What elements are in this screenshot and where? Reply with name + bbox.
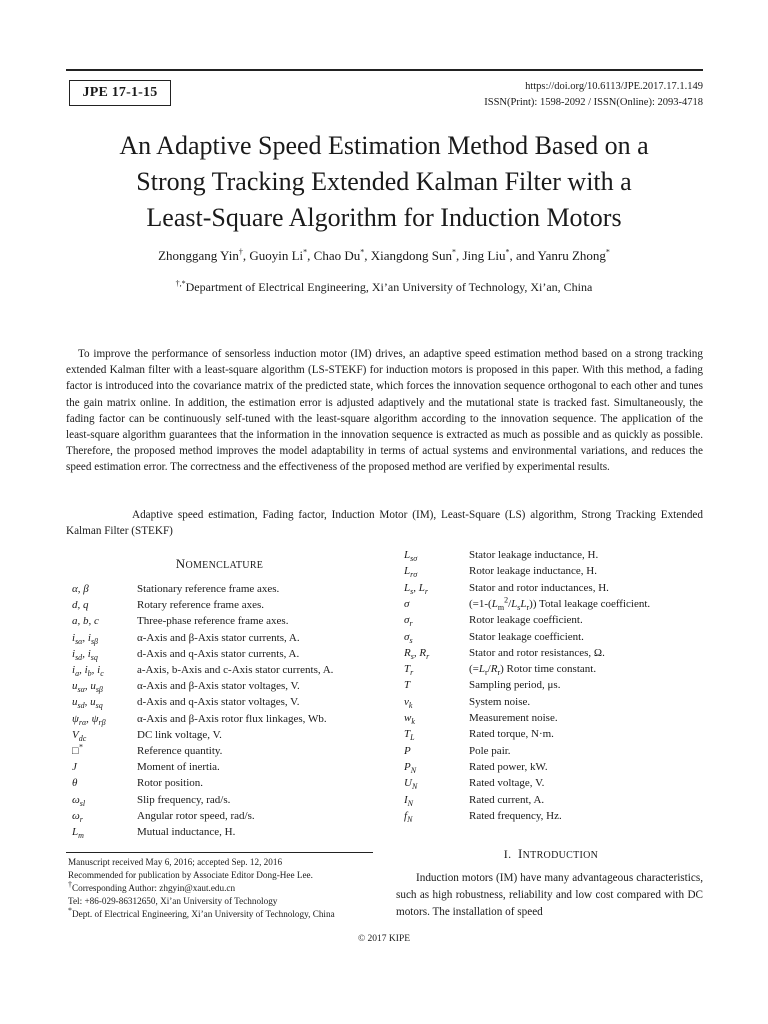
introduction-heading xyxy=(396,846,706,862)
nomenclature-description: Stator and rotor resistances, Ω. xyxy=(469,646,605,659)
nomenclature-description: d-Axis and q-Axis stator currents, A. xyxy=(137,647,300,660)
author-mark: * xyxy=(452,247,456,257)
nomenclature-description: α-Axis and β-Axis stator voltages, V. xyxy=(137,680,300,693)
nomenclature-symbol: $w_k$ xyxy=(404,712,415,727)
journal-code: JPE 17-1-15 xyxy=(82,85,158,100)
nomenclature-symbol: $\psi_{r\alpha}$, $\psi_{r\beta}$ xyxy=(72,712,106,727)
nomenclature-description: $(=L_r/R_r)$ Rotor time constant. xyxy=(469,663,597,678)
nomenclature-description: α-Axis and β-Axis rotor flux linkages, Wb. xyxy=(137,712,327,725)
nomenclature-description: Reference quantity. xyxy=(137,745,223,757)
footnotes xyxy=(68,856,378,921)
nomenclature-description: Moment of inertia. xyxy=(137,761,220,774)
nomenclature-symbol: $I_N$ xyxy=(404,793,414,808)
nomenclature-description: Three-phase reference frame axes. xyxy=(137,615,289,628)
introduction-text: Induction motors (IM) have many advantageous characteristics, such as high robustness, reliability and low cost compared with DC motors. The installation of speed xyxy=(396,872,703,918)
nomenclature-symbol: □* xyxy=(72,742,83,757)
nomenclature-symbol: $\omega_r$ xyxy=(72,809,83,824)
title-line-3: Least-Square Algorithm for Induction Motors xyxy=(146,203,622,232)
nomenclature-symbol: $i_a$, $i_b$, $i_c$ xyxy=(72,664,104,679)
nomenclature-symbol: $u_{sd}$, $u_{sq}$ xyxy=(72,696,103,711)
author-name: Yanru Zhong xyxy=(537,248,606,263)
nomenclature-description: a-Axis, b-Axis and c-Axis stator currents, A. xyxy=(137,664,334,676)
issn-text: ISSN(Print): 1598-2092 / ISSN(Online): 2093-4718 xyxy=(484,97,703,108)
nomenclature-description: Measurement noise. xyxy=(469,712,558,724)
nomenclature-description: Rotary reference frame axes. xyxy=(137,599,265,612)
nomenclature-description: α-Axis and β-Axis stator currents, A. xyxy=(137,631,300,644)
author-mark: * xyxy=(605,247,610,257)
nomenclature-symbol: $L_m$ xyxy=(72,826,84,841)
nomenclature-symbol: $i_{s\alpha}$, $i_{s\beta}$ xyxy=(72,631,99,646)
nomenclature-symbol: $L_s$, $L_r$ xyxy=(404,581,428,596)
nomenclature-description: d-Axis and q-Axis stator voltages, V. xyxy=(137,696,300,709)
nomenclature-description: Rated current, A. xyxy=(469,793,545,806)
title-line-1: An Adaptive Speed Estimation Method Based on a xyxy=(119,131,649,160)
introduction-heading-rest: NTRODUCTION xyxy=(522,850,599,861)
nomenclature-symbol: $v_k$ xyxy=(404,695,413,710)
introduction-heading-initial: I xyxy=(518,846,523,861)
author-name: Zhonggang Yin xyxy=(158,248,239,263)
nomenclature-description: System noise. xyxy=(469,695,531,708)
nomenclature-symbol: $U_N$ xyxy=(404,777,418,792)
copyright: © 2017 KIPE xyxy=(357,934,411,944)
footnote-line: Manuscript received May 6, 2016; accepted Sep. 12, 2016 xyxy=(68,857,283,867)
nomenclature-description: Rotor leakage inductance, H. xyxy=(469,565,597,578)
author-mark: * xyxy=(360,247,365,257)
journal-code-box xyxy=(69,80,171,106)
nomenclature-symbol: J xyxy=(72,761,77,774)
nomenclature-description: Rated frequency, Hz. xyxy=(469,809,562,822)
nomenclature-description: Rated voltage, V. xyxy=(469,777,545,790)
nomenclature-description: Stator leakage inductance, H. xyxy=(469,549,599,561)
top-rule xyxy=(66,69,703,71)
affiliation-text: Department of Electrical Engineering, Xi’an University of Technology, Xi’an, China xyxy=(185,280,593,294)
nomenclature-symbol: α, β xyxy=(72,583,89,595)
nomenclature-description: $(=1-(L_m^2/L_sL_r))$ Total leakage coefficient. xyxy=(469,595,651,613)
affiliation-mark: †,* xyxy=(175,279,186,288)
doi-block xyxy=(484,79,703,111)
nomenclature-symbol: σ xyxy=(404,597,410,610)
affiliation xyxy=(40,280,728,295)
nomenclature-symbol: $T_L$ xyxy=(404,728,415,743)
nomenclature-description: Mutual inductance, H. xyxy=(137,826,236,838)
author-list: Zhonggang Yin†, Guoyin Li*, Chao Du*, Xiangdong Sun*, Jing Liu*, and Yanru Zhong* xyxy=(158,247,610,263)
introduction-number: I. xyxy=(503,847,512,861)
author-name: Jing Liu xyxy=(462,248,506,263)
footnote-rule xyxy=(66,852,373,853)
nomenclature-heading xyxy=(66,556,373,572)
nomenclature-description: Rotor leakage coefficient. xyxy=(469,614,583,627)
nomenclature-symbol: $T_r$ xyxy=(404,663,414,678)
keywords: Adaptive speed estimation, Fading factor, Induction Motor (IM), Least-Square (LS) algorithm, Strong Tracking Extended Kalman Filter (STEKF) xyxy=(66,509,703,538)
nomenclature-description: Angular rotor speed, rad/s. xyxy=(137,809,255,822)
nomenclature-symbol: $f_N$ xyxy=(404,809,413,824)
nomenclature-description: Rotor position. xyxy=(137,777,204,790)
nomenclature-description: Stator and rotor inductances, H. xyxy=(469,581,609,594)
nomenclature-heading-rest: OMENCLATURE xyxy=(185,560,264,571)
author-mark: † xyxy=(238,247,243,257)
footnote-line: Recommended for publication by Associate Editor Dong-Hee Lee. xyxy=(68,870,313,880)
nomenclature-symbol: $P_N$ xyxy=(404,760,417,776)
author-name: Guoyin Li xyxy=(249,248,304,263)
nomenclature-symbol: $\sigma_s$ xyxy=(404,630,413,645)
nomenclature-description: Rated power, kW. xyxy=(469,760,548,773)
nomenclature-symbol: $\sigma_r$ xyxy=(404,614,413,629)
nomenclature-symbol: $L_{r\sigma}$ xyxy=(404,565,418,580)
footnote-line: †Corresponding Author: zhgyin@xaut.edu.cn xyxy=(68,879,236,893)
nomenclature-description: Stator leakage coefficient. xyxy=(469,630,584,643)
nomenclature-symbol: θ xyxy=(72,777,78,790)
nomenclature-description: Sampling period, μs. xyxy=(469,679,561,692)
author-mark: * xyxy=(303,247,308,257)
nomenclature-symbol: T xyxy=(404,679,411,692)
nomenclature-symbol: a, b, c xyxy=(72,615,99,628)
footnote-line: Tel: +86-029-86312650, Xi’an University of Technology xyxy=(68,896,278,906)
nomenclature-description: Stationary reference frame axes. xyxy=(137,583,280,595)
nomenclature-symbol: $i_{sd}$, $i_{sq}$ xyxy=(72,647,98,662)
doi-link[interactable]: https://doi.org/10.6113/JPE.2017.17.1.149 xyxy=(525,81,703,92)
nomenclature-symbol: P xyxy=(404,744,411,757)
nomenclature-heading-initial: N xyxy=(175,556,186,571)
paper-title xyxy=(40,128,728,236)
nomenclature-symbol: $\omega_{sl}$ xyxy=(72,793,86,808)
nomenclature-description: Rated torque, N·m. xyxy=(469,728,554,741)
author-mark: * xyxy=(505,247,510,257)
title-line-2: Strong Tracking Extended Kalman Filter with a xyxy=(136,167,632,196)
nomenclature-description: DC link voltage, V. xyxy=(137,728,222,741)
nomenclature-description: Slip frequency, rad/s. xyxy=(137,793,231,806)
nomenclature-symbol: d, q xyxy=(72,599,89,612)
nomenclature-description: Pole pair. xyxy=(469,744,511,757)
abstract: To improve the performance of sensorless induction motor (IM) drives, an adaptive speed estimation method based on a strong tracking extended Kalman filter with a least-square algorithm (LS-STEKF) for induction motors is proposed in this paper. With this method, a fading factor is introduced into the covariance matrix of the predicted state, which forces the innovation sequence orthogonal to each other and tunes the gain matrix online. In addition, the estimation error is adjusted adaptively and the mutational state is tracked fast. Simultaneously, the fading factor can be continuously self-tuned with the least-square algorithm according to the innovation sequence. The application of the least-square algorithm guarantees that the information in the innovation sequence is extracted as much as possible and as quickly as possible. Therefore, the proposed method improves the model adaptability in terms of actual systems and environmental variations, and reduces the speed estimation error. The correctness and the effectiveness of the proposed method are verified by experimental results. xyxy=(66,348,703,474)
nomenclature-symbol: $R_s$, $R_r$ xyxy=(404,646,430,661)
nomenclature-symbol: $L_{s\sigma}$ xyxy=(404,549,418,564)
nomenclature-symbol: $V_{dc}$ xyxy=(72,728,87,743)
author-name: Chao Du xyxy=(313,248,361,263)
footnote-line: *Dept. of Electrical Engineering, Xi’an University of Technology, China xyxy=(68,905,335,919)
author-name: Xiangdong Sun xyxy=(370,248,452,263)
nomenclature-symbol: $u_{s\alpha}$, $u_{s\beta}$ xyxy=(72,680,103,695)
